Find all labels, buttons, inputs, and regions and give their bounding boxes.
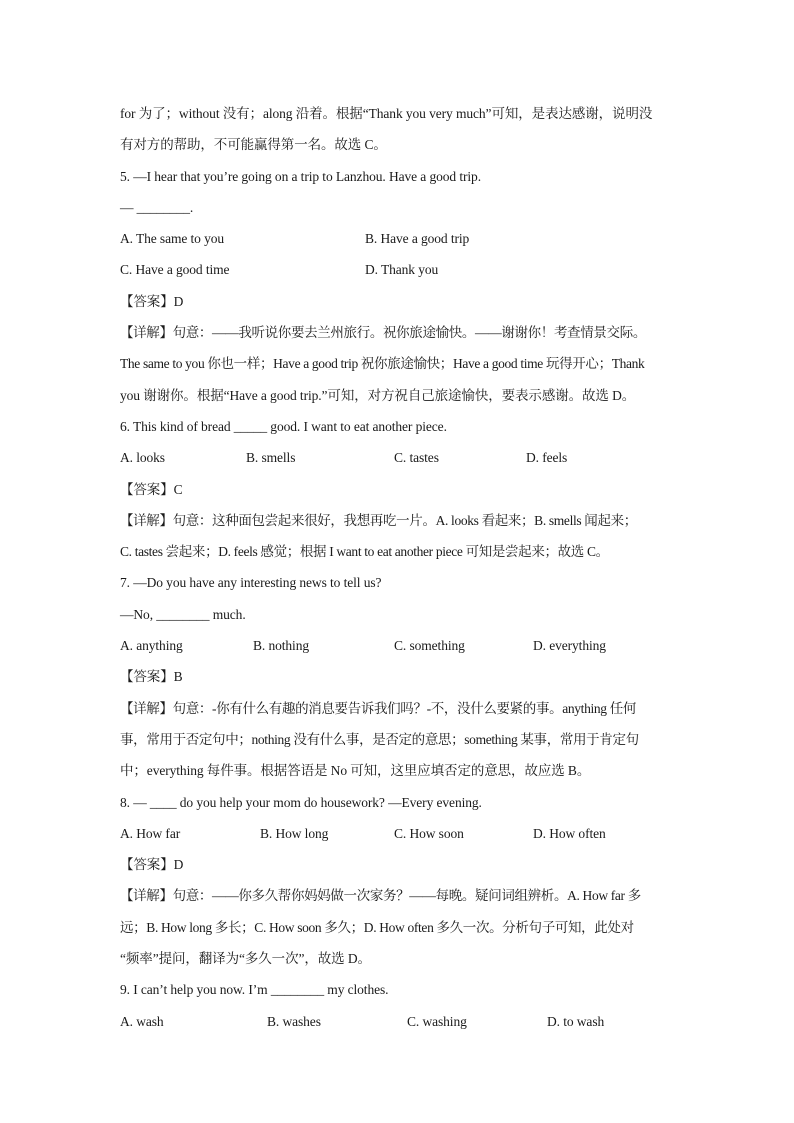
explanation-line: 【详解】句意：——我听说你要去兰州旅行。祝你旅途愉快。——谢谢你！考查情景交际。 — [120, 325, 646, 341]
question-7-options — [120, 630, 680, 661]
option-a: A. The same to you — [120, 231, 225, 247]
explanation-line: 【详解】句意：-你有什么有趣的消息要告诉我们吗？-不，没什么要紧的事。anything 任何 — [120, 700, 637, 716]
explanation-line: 有对方的帮助，不可能赢得第一名。故选 C。 — [120, 137, 387, 153]
question-6-stem: 6. This kind of bread _____ good. I want to eat another piece. — [120, 418, 447, 434]
document-page — [120, 98, 680, 1037]
answer-label: 【答案】B — [120, 669, 183, 685]
option-c: C. washing — [407, 1013, 467, 1029]
explanation-line: C. tastes 尝起来；D. feels 感觉；根据 I want to eat another piece 可知是尝起来；故选 C。 — [120, 544, 609, 560]
answer-label: 【答案】D — [120, 857, 184, 873]
question-6-options — [120, 442, 680, 473]
option-c: C. something — [394, 638, 465, 654]
question-8-options — [120, 818, 680, 849]
option-b: B. smells — [246, 450, 296, 466]
option-c: C. Have a good time — [120, 262, 230, 278]
question-7-stem: 7. —Do you have any interesting news to tell us? — [120, 575, 382, 591]
option-c: C. How soon — [394, 825, 464, 841]
option-a: A. How far — [120, 825, 181, 841]
option-b: B. washes — [267, 1013, 321, 1029]
option-c: C. tastes — [394, 450, 439, 466]
option-a: A. looks — [120, 450, 165, 466]
question-7-response: —No, ________ much. — [120, 606, 246, 622]
question-9-stem: 9. I can’t help you now. I’m ________ my clothes. — [120, 982, 389, 998]
option-a: A. anything — [120, 638, 183, 654]
explanation-line: 【详解】句意：这种面包尝起来很好，我想再吃一片。A. looks 看起来；B. smells 闻起来； — [120, 512, 637, 528]
question-5-options-row-2 — [120, 254, 680, 285]
question-8-stem: 8. — ____ do you help your mom do housework? —Every evening. — [120, 794, 482, 810]
explanation-line: 远；B. How long 多长；C. How soon 多久；D. How often 多久一次。分析句子可知，此处对 — [120, 919, 634, 935]
option-b: B. nothing — [253, 638, 310, 654]
option-d: D. to wash — [547, 1013, 605, 1029]
explanation-line: 中；everything 每件事。根据答语是 No 可知，这里应填否定的意思，故应选 B。 — [120, 763, 591, 779]
question-9-options — [120, 1006, 680, 1037]
option-b: B. Have a good trip — [365, 231, 470, 247]
question-5-options-row-1 — [120, 223, 680, 254]
option-d: D. everything — [533, 638, 606, 654]
question-5-response: — ________. — [120, 199, 194, 215]
answer-label: 【答案】D — [120, 293, 184, 309]
option-d: D. feels — [526, 450, 568, 466]
option-a: A. wash — [120, 1013, 164, 1029]
option-d: D. Thank you — [365, 262, 439, 278]
option-b: B. How long — [260, 825, 329, 841]
explanation-line: for 为了；without 没有；along 沿着。根据“Thank you very much”可知，是表达感谢，说明没 — [120, 106, 653, 121]
explanation-line: “频率”提问，翻译为“多久一次”，故选 D。 — [120, 951, 371, 967]
question-5-stem: 5. —I hear that you’re going on a trip to Lanzhou. Have a good trip. — [120, 168, 481, 184]
option-d: D. How often — [533, 825, 606, 841]
explanation-line: 事，常用于否定句中；nothing 没有什么事，是否定的意思；something 某事，常用于肯定句 — [120, 731, 639, 747]
explanation-line: The same to you 你也一样；Have a good trip 祝你旅途愉快；Have a good time 玩得开心；Thank — [120, 356, 645, 372]
explanation-line: you 谢谢你。根据“Have a good trip.”可知，对方祝自己旅途愉快，要表示感谢。故选 D。 — [120, 387, 636, 403]
explanation-line: 【详解】句意：——你多久帮你妈妈做一次家务？——每晚。疑问词组辨析。A. How far 多 — [120, 888, 641, 904]
answer-label: 【答案】C — [120, 481, 183, 497]
